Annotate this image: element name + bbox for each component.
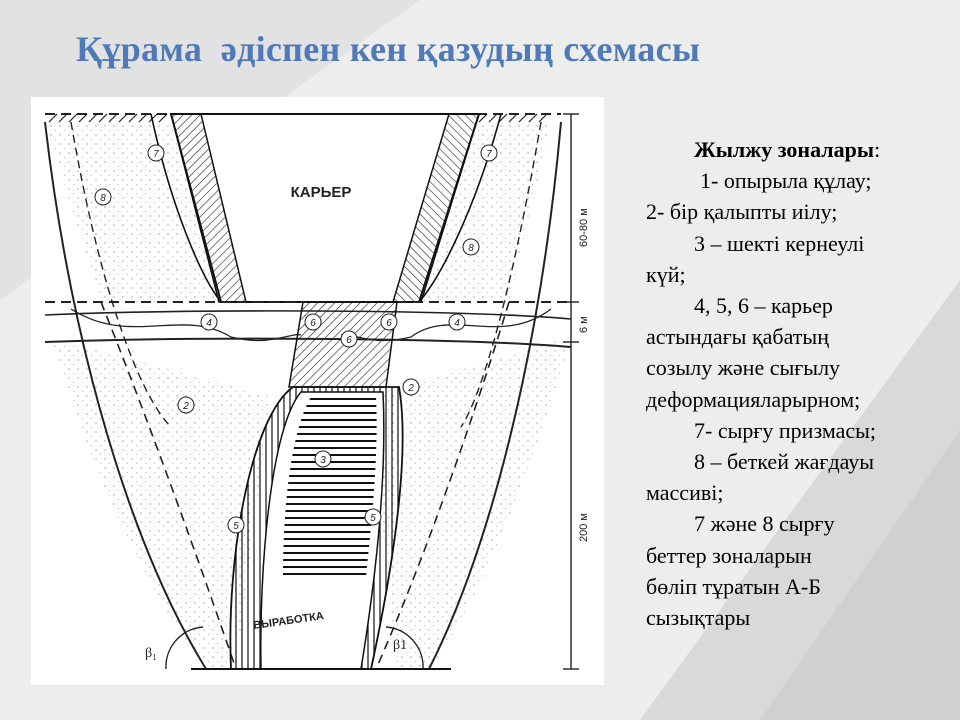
- dimension-middle: 6 м: [578, 316, 590, 333]
- zone-number-3: 3: [320, 455, 326, 466]
- legend-line: күй;: [646, 261, 686, 287]
- zone-number-4-right: 4: [454, 318, 460, 329]
- legend-line: астындағы қабатың: [646, 324, 829, 350]
- zone-number-5-left: 5: [233, 521, 239, 532]
- angle-label-left: β₁: [145, 646, 158, 661]
- legend-line: 4, 5, 6 – карьер: [694, 293, 833, 319]
- zone-number-6-left: 6: [310, 318, 316, 329]
- zone-number-5-right: 5: [370, 513, 376, 524]
- legend-line: созылу және сығылу: [646, 355, 841, 381]
- legend: [646, 134, 946, 633]
- zone-number-8-right: 8: [468, 243, 474, 254]
- slide-title: Құрама әдіспен кен қазудың схемасы: [76, 29, 701, 69]
- zone-number-6-right: 6: [386, 318, 392, 329]
- legend-line: 7 және 8 сырғу: [694, 511, 835, 537]
- zone-number-6-center: 6: [346, 335, 352, 346]
- angle-label-right: β1: [393, 638, 408, 653]
- zone-number-2-right: 2: [408, 383, 414, 394]
- mine-label: ВЫРАБОТКА: [252, 610, 325, 632]
- legend-line: 8 – беткей жағдауы: [694, 449, 875, 475]
- legend-line: бөліп тұратын А-Б: [646, 573, 821, 599]
- legend-line: 7- сырғу призмасы;: [694, 417, 877, 443]
- zone-number-7-left: 7: [153, 149, 159, 160]
- zone-number-8-left: 8: [100, 193, 106, 204]
- legend-line: массиві;: [646, 480, 724, 506]
- dimension-top: 60-80 м: [578, 208, 590, 247]
- zone-number-7-right: 7: [486, 149, 492, 160]
- legend-line: сызықтары: [646, 605, 751, 631]
- legend-line: беттер зоналарын: [646, 542, 812, 568]
- pit-label: КАРЬЕР: [290, 184, 352, 201]
- zone-number-4-left: 4: [206, 318, 212, 329]
- legend-line: 1- опырыла құлау;: [700, 168, 872, 194]
- legend-heading: Жылжу зоналары:: [694, 137, 881, 162]
- legend-line: 2- бір қалыпты иілу;: [646, 199, 838, 225]
- diagram-drawing: [31, 97, 604, 685]
- dimension-bottom: 200 м: [578, 513, 590, 542]
- legend-line: 3 – шекті кернеулі: [694, 230, 865, 256]
- zone-2-right: [371, 337, 571, 667]
- zone-number-2-left: 2: [183, 401, 189, 412]
- legend-line: деформацияларырном;: [646, 386, 861, 412]
- mining-diagram: [31, 97, 604, 685]
